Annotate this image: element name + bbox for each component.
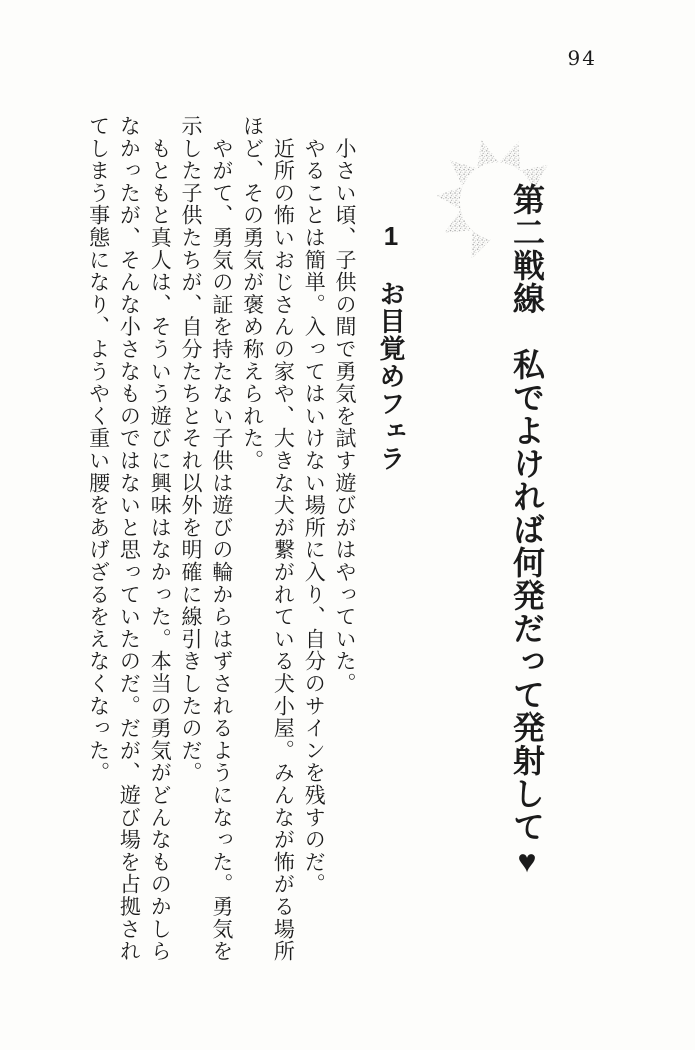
body-line: 小さい頃、子供の間で勇気を試す遊びがはやっていた。 (333, 115, 357, 695)
chapter-title: 第二戦線 私でよければ何発だって発射して♥ (509, 183, 545, 880)
body-text (83, 115, 360, 964)
body-line: なかったが、そんな小さなものではないと思っていたのだ。だが、遊び場を占拠され (117, 115, 142, 963)
body-line: やることは簡単。入ってはいけない場所に入り、自分のサインを残すのだ。 (302, 115, 327, 896)
body-line: もともと真人は、そういう遊びに興味はなかった。本当の勇気がどんなものかしら (148, 115, 173, 963)
body-line: 示した子供たちが、自分たちとそれ以外を明確に線引きしたのだ。 (179, 115, 204, 784)
body-line: ほど、その勇気が褒め称えられた。 (240, 115, 265, 472)
page-number: 94 (567, 46, 597, 70)
body-line: 近所の怖いおじさんの家や、大きな犬が繋がれている犬小屋。みんなが怖がる場所 (271, 115, 296, 963)
body-line: やがて、勇気の証を持たない子供は遊びの輪からはずされるようになった。勇気を (209, 115, 234, 963)
body-line: てしまう事態になり、ようやく重い腰をあげざるをえなくなった。 (86, 115, 111, 784)
section-heading: 1 お目覚めフェラ (376, 221, 406, 473)
